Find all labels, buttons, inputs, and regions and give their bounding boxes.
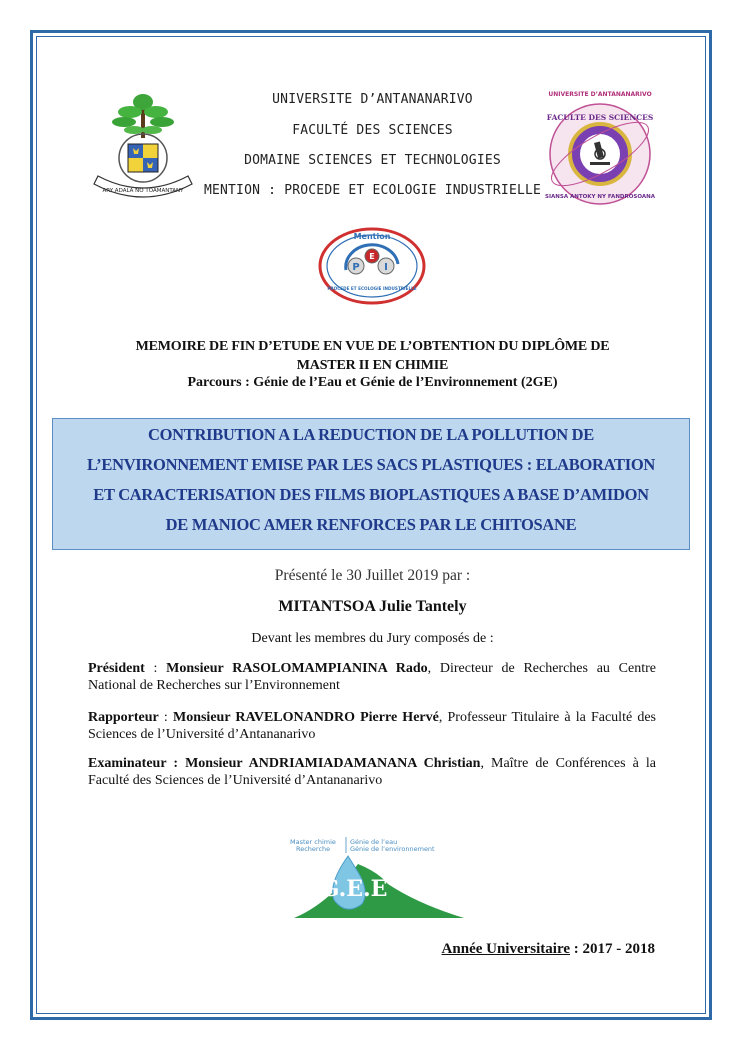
thesis-title [52, 420, 690, 540]
jury-member-examinateur [88, 755, 656, 789]
svg-text:Recherche: Recherche [296, 845, 331, 853]
presented-date: Présenté le 30 Juillet 2019 par : [274, 567, 471, 584]
thesis-title-line: CONTRIBUTION A LA REDUCTION DE LA POLLUTION DE [147, 425, 594, 444]
jury-role: Examinateur : [88, 756, 179, 771]
thesis-title-line: DE MANIOC AMER RENFORCES PAR LE CHITOSANE [165, 515, 577, 534]
svg-text:G.E.E: G.E.E [320, 876, 388, 902]
memoire-line-2: MASTER II EN CHIMIE [296, 358, 449, 373]
jury-separator: : [158, 710, 173, 725]
jury-name: Monsieur ANDRIAMIADAMANANA Christian [185, 756, 481, 771]
faculty-name: FACULTÉ DES SCIENCES [292, 123, 453, 138]
svg-text:ARY ADALA NO TOAMANTANY: ARY ADALA NO TOAMANTANY [102, 188, 184, 194]
svg-text:Génie de l’environnement: Génie de l’environnement [350, 845, 435, 853]
svg-text:I: I [384, 262, 388, 273]
jury-role: Président [88, 661, 145, 676]
svg-text:SIANSA ANTOKY NY FANDROSOANA: SIANSA ANTOKY NY FANDROSOANA [544, 194, 656, 200]
university-name: UNIVERSITE D’ANTANANARIVO [272, 92, 473, 107]
jury-description: , Directeur de Recherches au Centre National de Recherches sur l’Environnement [88, 661, 657, 693]
svg-text:PROCEDE ET ECOLOGIE INDUSTRIEL: PROCEDE ET ECOLOGIE INDUSTRIELLE [327, 286, 417, 291]
author-name: MITANTSOA Julie Tantely [278, 598, 467, 615]
thesis-title-line: L’ENVIRONNEMENT EMISE PAR LES SACS PLASTIQUES : ELABORATION [86, 455, 656, 474]
jury-name: Monsieur RAVELONANDRO Pierre Hervé [172, 710, 439, 725]
academic-year [442, 941, 655, 958]
svg-text:FACULTE DES SCIENCES: FACULTE DES SCIENCES [546, 113, 654, 122]
jury-separator: : [144, 661, 167, 676]
svg-text:UNIVERSITE D’ANTANANARIVO: UNIVERSITE D’ANTANANARIVO [548, 91, 652, 98]
jury-name: Monsieur RASOLOMAMPIANINA Rado [166, 661, 428, 676]
parcours: Parcours : Génie de l’Eau et Génie de l’Environnement (2GE) [187, 375, 558, 390]
jury-role: Rapporteur [88, 710, 159, 725]
jury-separator [178, 756, 185, 771]
domain-name: DOMAINE SCIENCES ET TECHNOLOGIES [244, 153, 501, 168]
academic-year-value: : 2017 - 2018 [570, 941, 655, 957]
jury-intro: Devant les membres du Jury composés de : [251, 631, 494, 646]
mention-pei-logo [318, 226, 426, 306]
gee-master-logo [288, 834, 468, 920]
svg-text:Mention: Mention [353, 232, 391, 241]
jury-member-president [88, 660, 656, 694]
svg-text:Master chimie: Master chimie [290, 838, 336, 846]
jury-description: , Professeur Titulaire à la Faculté des Sciences de l’Université d’Antananarivo [88, 710, 656, 742]
thesis-title-line: ET CARACTERISATION DES FILMS BIOPLASTIQUES A BASE D’AMIDON [93, 485, 649, 504]
jury-description: , Maître de Conférences à la Faculté des Sciences de l’Université d’Antananarivo [88, 756, 656, 788]
svg-text:E: E [369, 252, 375, 261]
jury-member-rapporteur [88, 709, 656, 743]
memoire-line-1: MEMOIRE DE FIN D’ETUDE EN VUE DE L’OBTENTION DU DIPLÔME DE [135, 339, 610, 354]
academic-year-label: Année Universitaire [441, 941, 570, 957]
svg-text:Génie de l’eau: Génie de l’eau [350, 838, 398, 846]
mention-name: MENTION : PROCEDE ET ECOLOGIE INDUSTRIELLE [203, 183, 542, 198]
svg-text:P: P [352, 262, 360, 273]
